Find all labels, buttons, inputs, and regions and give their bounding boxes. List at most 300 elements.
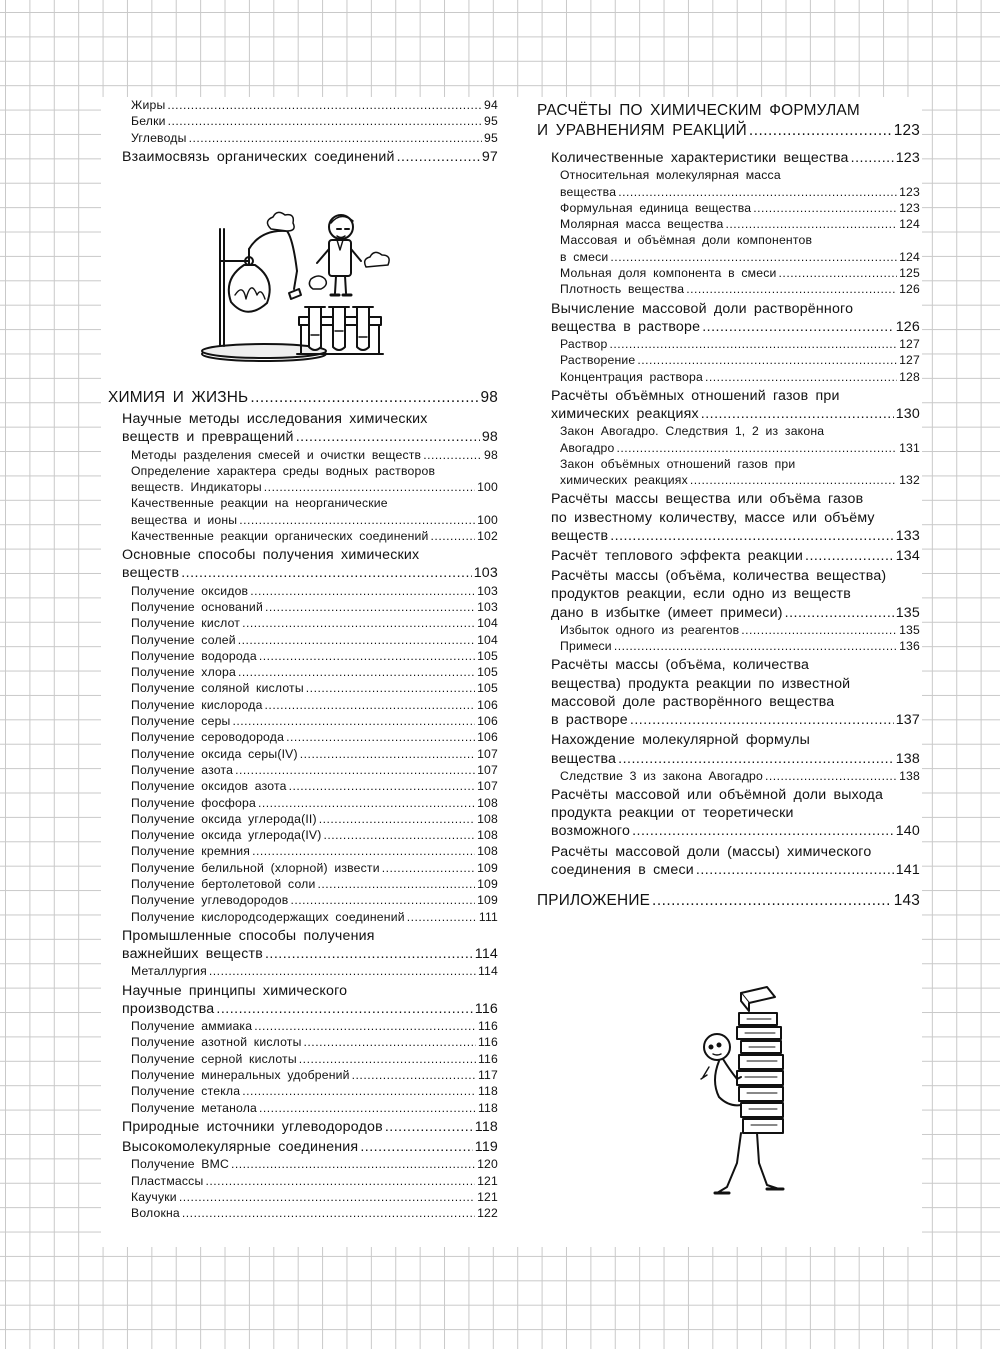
toc-page-number: 123 bbox=[893, 122, 920, 139]
dot-leader bbox=[637, 352, 897, 368]
toc-entry-title: Получение метанола bbox=[131, 1100, 258, 1115]
toc-entry-title: Получение ВМС bbox=[131, 1157, 229, 1172]
toc-entry-title: Получение соляной кислоты bbox=[131, 681, 304, 696]
toc-entry[interactable] bbox=[108, 713, 498, 729]
toc-entry-title: вещества bbox=[560, 184, 617, 199]
toc-page-number: 124 bbox=[899, 249, 920, 264]
toc-page-number: 136 bbox=[899, 639, 920, 654]
toc-entry[interactable] bbox=[108, 1173, 498, 1189]
toc-entry[interactable] bbox=[108, 795, 498, 811]
toc-page-number: 138 bbox=[899, 768, 920, 783]
toc-entry[interactable] bbox=[108, 1100, 498, 1116]
dot-leader bbox=[300, 746, 475, 762]
toc-page-number: 106 bbox=[477, 697, 498, 712]
toc-page-number: 140 bbox=[895, 823, 920, 840]
dot-leader bbox=[753, 200, 897, 216]
toc-entry[interactable] bbox=[537, 843, 920, 879]
toc-page-number: 106 bbox=[477, 714, 498, 729]
toc-entry-title: Получение азота bbox=[131, 762, 234, 777]
dot-leader bbox=[741, 622, 897, 638]
dot-leader bbox=[259, 648, 475, 664]
dot-leader bbox=[785, 604, 894, 622]
toc-page-number: 98 bbox=[484, 447, 498, 462]
toc-entry-title: ПРИЛОЖЕНИЕ bbox=[537, 892, 651, 910]
dot-leader bbox=[242, 1083, 476, 1099]
toc-entry-title: соединения в смеси bbox=[551, 861, 694, 878]
toc-page-number: 137 bbox=[895, 712, 920, 729]
dot-leader bbox=[296, 428, 480, 446]
toc-entry-title: Получение водорода bbox=[131, 648, 257, 663]
toc-entry[interactable] bbox=[537, 265, 920, 281]
toc-entry-title: Получение фосфора bbox=[131, 795, 256, 810]
toc-right-column bbox=[537, 97, 920, 911]
dot-leader bbox=[779, 265, 898, 281]
toc-entry-title: Вычисление массовой доли растворённого bbox=[551, 300, 854, 317]
dot-leader bbox=[851, 149, 894, 167]
toc-page-number: 107 bbox=[477, 762, 498, 777]
dot-leader bbox=[286, 729, 475, 745]
toc-entry[interactable] bbox=[537, 768, 920, 784]
toc-entry-title: Примеси bbox=[560, 639, 612, 654]
toc-entry-title: химических реакциях bbox=[560, 473, 688, 488]
dot-leader bbox=[725, 216, 897, 232]
toc-entry[interactable] bbox=[108, 1156, 498, 1172]
toc-entry-title: веществ. Индикаторы bbox=[131, 480, 262, 495]
toc-entry[interactable] bbox=[108, 909, 498, 925]
toc-entry-title: Получение оксида серы(IV) bbox=[131, 746, 298, 761]
dot-leader bbox=[167, 97, 482, 113]
toc-entry-title: Получение минеральных удобрений bbox=[131, 1067, 350, 1082]
dot-leader bbox=[235, 762, 475, 778]
toc-entry-title: Получение белильной (хлорной) извести bbox=[131, 860, 380, 875]
dot-leader bbox=[264, 479, 475, 495]
toc-page-number: 114 bbox=[477, 964, 498, 979]
toc-page-number: 132 bbox=[899, 473, 920, 488]
toc-page-number: 95 bbox=[484, 130, 498, 145]
dot-leader bbox=[690, 472, 897, 488]
toc-entry[interactable] bbox=[537, 216, 920, 232]
toc-entry[interactable] bbox=[537, 149, 920, 167]
toc-entry-title: Плотность вещества bbox=[560, 282, 685, 297]
dot-leader bbox=[254, 1018, 476, 1034]
toc-entry-title: Получение углеводородов bbox=[131, 893, 289, 908]
dot-leader bbox=[630, 711, 894, 729]
dot-leader bbox=[306, 680, 475, 696]
toc-entry[interactable] bbox=[108, 410, 498, 446]
toc-entry[interactable] bbox=[108, 1138, 498, 1156]
toc-entry[interactable] bbox=[537, 101, 920, 141]
dot-leader bbox=[238, 664, 475, 680]
toc-page-number: 116 bbox=[474, 1000, 498, 1017]
toc-entry-title: Получение серной кислоты bbox=[131, 1051, 297, 1066]
toc-entry-title: Жиры bbox=[131, 98, 166, 112]
toc-entry-title: Молярная масса вещества bbox=[560, 217, 724, 232]
toc-page-number: 100 bbox=[477, 512, 498, 527]
toc-entry[interactable] bbox=[537, 200, 920, 216]
toc-entry[interactable] bbox=[108, 746, 498, 762]
toc-entry[interactable] bbox=[108, 843, 498, 859]
toc-entry-title: Относительная молекулярная масса bbox=[560, 168, 781, 183]
toc-entry-title: Получение солей bbox=[131, 632, 236, 647]
dot-leader bbox=[385, 1118, 473, 1136]
toc-entry-title: Расчёты массы (объёма, количества вещества) bbox=[551, 568, 887, 585]
dot-leader bbox=[701, 405, 894, 423]
dot-leader bbox=[289, 778, 475, 794]
dot-leader bbox=[397, 148, 480, 166]
toc-entry[interactable] bbox=[537, 281, 920, 297]
toc-entry-title: важнейших веществ bbox=[122, 946, 263, 963]
toc-entry[interactable] bbox=[108, 963, 498, 979]
toc-entry[interactable] bbox=[108, 811, 498, 827]
toc-page-number: 105 bbox=[477, 665, 498, 680]
toc-entry-title: Получение азотной кислоты bbox=[131, 1035, 302, 1050]
dot-leader bbox=[749, 121, 892, 141]
toc-entry[interactable] bbox=[108, 680, 498, 696]
toc-page-number: 108 bbox=[477, 795, 498, 810]
toc-entry[interactable] bbox=[108, 1083, 498, 1099]
toc-entry-title: Мольная доля компонента в смеси bbox=[560, 265, 777, 280]
toc-entry-title: Количественные характеристики вещества bbox=[551, 150, 849, 166]
dot-leader bbox=[181, 564, 472, 582]
toc-page-number: 123 bbox=[899, 200, 920, 215]
toc-page-number: 118 bbox=[474, 1118, 498, 1135]
toc-entry[interactable] bbox=[537, 232, 920, 265]
toc-entry-title: вещества) продукта реакции по известной bbox=[551, 675, 851, 692]
toc-entry-title: Получение оснований bbox=[131, 599, 263, 614]
contents-page bbox=[101, 97, 922, 1247]
toc-entry[interactable] bbox=[108, 860, 498, 876]
toc-entry[interactable] bbox=[108, 697, 498, 713]
toc-entry-title: Получение бертолетовой соли bbox=[131, 877, 316, 892]
toc-entry-title: Нахождение молекулярной формулы bbox=[551, 732, 810, 749]
toc-entry[interactable] bbox=[108, 447, 498, 463]
toc-entry[interactable] bbox=[108, 1051, 498, 1067]
dot-leader bbox=[652, 891, 892, 911]
toc-entry[interactable] bbox=[537, 731, 920, 767]
dot-leader bbox=[352, 1067, 476, 1083]
toc-page-number: 107 bbox=[477, 746, 498, 761]
toc-page-number: 127 bbox=[899, 336, 920, 351]
toc-page-number: 105 bbox=[477, 681, 498, 696]
toc-entry[interactable] bbox=[108, 148, 498, 166]
toc-entry[interactable] bbox=[537, 622, 920, 638]
toc-entry-title: веществ bbox=[122, 565, 180, 582]
toc-page-number: 109 bbox=[477, 877, 498, 892]
dot-leader bbox=[407, 909, 477, 925]
toc-page-number: 98 bbox=[480, 389, 498, 407]
toc-entry[interactable] bbox=[108, 876, 498, 892]
toc-page-number: 116 bbox=[477, 1051, 498, 1066]
toc-entry-title: вещества bbox=[551, 750, 617, 767]
toc-page-number: 134 bbox=[895, 548, 920, 565]
toc-page-number: 95 bbox=[484, 114, 498, 129]
dot-leader bbox=[238, 632, 475, 648]
toc-page-number: 103 bbox=[477, 599, 498, 614]
toc-entry[interactable] bbox=[108, 546, 498, 582]
toc-entry[interactable] bbox=[537, 423, 920, 456]
dot-leader bbox=[765, 768, 897, 784]
dot-leader bbox=[299, 1051, 476, 1067]
toc-entry[interactable] bbox=[108, 130, 498, 146]
dot-leader bbox=[382, 860, 475, 876]
toc-page-number: 131 bbox=[899, 440, 920, 455]
dot-leader bbox=[632, 822, 894, 840]
toc-entry-title: Получение оксидов азота bbox=[131, 779, 287, 794]
dot-leader bbox=[423, 447, 482, 463]
toc-entry-title: Научные принципы химического bbox=[122, 982, 348, 999]
toc-entry-title: Формульная единица вещества bbox=[560, 200, 752, 215]
dot-leader bbox=[317, 876, 475, 892]
toc-entry[interactable] bbox=[108, 1018, 498, 1034]
dot-leader bbox=[258, 795, 475, 811]
toc-entry-title: Определение характера среды водных растворов bbox=[131, 463, 436, 478]
toc-entry-title: возможного bbox=[551, 823, 631, 840]
toc-page-number: 119 bbox=[474, 1139, 498, 1156]
toc-entry[interactable] bbox=[108, 599, 498, 615]
dot-leader bbox=[205, 1173, 475, 1189]
toc-page-number: 108 bbox=[477, 811, 498, 826]
toc-entry[interactable] bbox=[108, 1205, 498, 1221]
toc-page-number: 127 bbox=[899, 353, 920, 368]
toc-entry-title: Природные источники углеводородов bbox=[122, 1118, 383, 1135]
dot-leader bbox=[242, 615, 475, 631]
toc-page-number: 108 bbox=[477, 844, 498, 859]
toc-entry-title: Получение сероводорода bbox=[131, 730, 285, 745]
toc-entry[interactable] bbox=[108, 528, 498, 544]
toc-entry-title: Закон Авогадро. Следствия 1, 2 из закона bbox=[560, 424, 825, 439]
toc-entry-title: Следствие 3 из закона Авогадро bbox=[560, 768, 763, 783]
toc-entry-title: Получение кислот bbox=[131, 616, 241, 631]
toc-entry[interactable] bbox=[108, 1067, 498, 1083]
toc-entry[interactable] bbox=[108, 729, 498, 745]
chemist-illustration bbox=[201, 209, 417, 367]
dot-leader bbox=[189, 130, 482, 146]
dot-leader bbox=[250, 388, 478, 408]
toc-entry[interactable] bbox=[108, 762, 498, 778]
dot-leader bbox=[250, 583, 475, 599]
dot-leader bbox=[696, 861, 894, 879]
toc-entry-title: Концентрация раствора bbox=[560, 369, 703, 384]
toc-entry[interactable] bbox=[537, 167, 920, 200]
toc-page-number: 117 bbox=[477, 1067, 498, 1082]
toc-entry[interactable] bbox=[108, 648, 498, 664]
toc-page-number: 105 bbox=[477, 648, 498, 663]
toc-page-number: 109 bbox=[477, 893, 498, 908]
toc-entry-title: Получение стекла bbox=[131, 1084, 241, 1099]
toc-entry[interactable] bbox=[108, 113, 498, 129]
toc-entry-title: Расчёты массы (объёма, количества bbox=[551, 657, 810, 674]
toc-page-number: 143 bbox=[893, 892, 920, 910]
dot-leader bbox=[209, 963, 476, 979]
toc-entry-title: Получение оксидов bbox=[131, 583, 249, 598]
toc-page-number: 100 bbox=[477, 480, 498, 495]
toc-page-number: 122 bbox=[477, 1206, 498, 1221]
toc-entry[interactable] bbox=[537, 567, 920, 622]
toc-page-number: 111 bbox=[478, 909, 498, 924]
toc-entry[interactable] bbox=[537, 656, 920, 729]
dot-leader bbox=[265, 697, 476, 713]
toc-entry-title: массовой доле растворённого вещества bbox=[551, 693, 835, 710]
toc-page-number: 126 bbox=[899, 282, 920, 297]
toc-entry[interactable] bbox=[108, 1118, 498, 1136]
toc-page-number: 123 bbox=[895, 150, 920, 166]
toc-entry[interactable] bbox=[537, 369, 920, 385]
dot-leader bbox=[304, 1034, 476, 1050]
toc-entry-title: Высокомолекулярные соединения bbox=[122, 1139, 359, 1156]
toc-page-number: 116 bbox=[477, 1019, 498, 1034]
toc-entry[interactable] bbox=[537, 547, 920, 565]
dot-leader bbox=[609, 336, 897, 352]
toc-entry-title: в смеси bbox=[560, 249, 609, 264]
dot-leader bbox=[179, 1189, 475, 1205]
dot-leader bbox=[259, 1100, 476, 1116]
dot-leader bbox=[324, 827, 476, 843]
toc-entry-title: Получение серы bbox=[131, 714, 231, 729]
toc-page-number: 135 bbox=[895, 604, 920, 621]
toc-page-number: 108 bbox=[477, 828, 498, 843]
dot-leader bbox=[618, 184, 897, 200]
toc-entry[interactable] bbox=[108, 1034, 498, 1050]
toc-page-number: 106 bbox=[477, 730, 498, 745]
toc-entry-title: Промышленные способы получения bbox=[122, 927, 375, 944]
toc-entry[interactable] bbox=[108, 97, 498, 113]
toc-entry-title: Металлургия bbox=[131, 964, 207, 979]
toc-page-number: 118 bbox=[477, 1100, 498, 1115]
toc-entry-title: Качественные реакции органических соединений bbox=[131, 528, 429, 543]
toc-page-number: 114 bbox=[474, 946, 498, 963]
toc-entry-title: производства bbox=[122, 1000, 215, 1017]
toc-entry-title: Белки bbox=[131, 114, 166, 129]
toc-entry-title: вещества и ионы bbox=[131, 512, 238, 527]
dot-leader bbox=[686, 281, 897, 297]
toc-entry-title: Получение аммиака bbox=[131, 1019, 253, 1034]
toc-page-number: 133 bbox=[895, 527, 920, 544]
toc-entry-title: вещества в растворе bbox=[551, 318, 701, 335]
toc-entry[interactable] bbox=[537, 387, 920, 423]
toc-entry-title: Получение кислорода bbox=[131, 697, 263, 712]
toc-page-number: 121 bbox=[477, 1189, 498, 1204]
toc-page-number: 120 bbox=[477, 1157, 498, 1172]
toc-page-number: 107 bbox=[477, 779, 498, 794]
toc-entry-title: в растворе bbox=[551, 712, 628, 729]
toc-entry[interactable] bbox=[537, 456, 920, 489]
toc-entry[interactable] bbox=[537, 638, 920, 654]
dot-leader bbox=[319, 811, 475, 827]
toc-entry[interactable] bbox=[108, 664, 498, 680]
toc-entry-title: И УРАВНЕНИЯМ РЕАКЦИЙ bbox=[537, 122, 747, 139]
toc-entry-title: Расчёты массы вещества или объёма газов bbox=[551, 491, 864, 508]
toc-entry[interactable] bbox=[537, 300, 920, 336]
toc-entry[interactable] bbox=[537, 786, 920, 841]
books-illustration bbox=[697, 983, 809, 1205]
toc-page-number: 126 bbox=[895, 318, 920, 335]
dot-leader bbox=[252, 843, 475, 859]
toc-entry-title: Растворение bbox=[560, 353, 636, 368]
toc-entry-title: Расчёты массовой доли (массы) химического bbox=[551, 843, 872, 860]
toc-entry[interactable] bbox=[108, 632, 498, 648]
toc-entry[interactable] bbox=[108, 388, 498, 408]
toc-entry-title: Основные способы получения химических bbox=[122, 547, 420, 564]
toc-entry-title: Получение хлора bbox=[131, 665, 236, 680]
dot-leader bbox=[168, 113, 482, 129]
toc-entry-title: Научные методы исследования химических bbox=[122, 411, 428, 428]
toc-page-number: 97 bbox=[481, 148, 498, 165]
toc-entry-title: Получение кремния bbox=[131, 844, 251, 859]
toc-page-number: 104 bbox=[477, 632, 498, 647]
dot-leader bbox=[702, 318, 894, 336]
toc-entry-title: Каучуки bbox=[131, 1189, 177, 1204]
toc-entry-title: Получение оксида углерода(IV) bbox=[131, 828, 322, 843]
toc-page-number: 104 bbox=[477, 616, 498, 631]
dot-leader bbox=[614, 638, 897, 654]
toc-page-number: 130 bbox=[895, 406, 920, 423]
toc-entry-title: Закон объёмных отношений газов при bbox=[560, 456, 796, 471]
dot-leader bbox=[239, 512, 475, 528]
toc-entry[interactable] bbox=[537, 336, 920, 352]
toc-page-number: 103 bbox=[477, 583, 498, 598]
toc-entry-title: Получение кислородсодержащих соединений bbox=[131, 909, 405, 924]
toc-entry-title: РАСЧЁТЫ ПО ХИМИЧЕСКИМ ФОРМУЛАМ bbox=[537, 102, 860, 119]
toc-entry-title: химических реакциях bbox=[551, 406, 699, 423]
dot-leader bbox=[618, 750, 894, 768]
dot-leader bbox=[265, 599, 475, 615]
toc-entry[interactable] bbox=[108, 583, 498, 599]
dot-leader bbox=[805, 547, 894, 565]
dot-leader bbox=[616, 440, 897, 456]
toc-page-number: 102 bbox=[477, 528, 498, 543]
toc-entry[interactable] bbox=[537, 891, 920, 911]
toc-entry-title: Авогадро bbox=[560, 440, 615, 455]
dot-leader bbox=[610, 527, 894, 545]
toc-page-number: 98 bbox=[481, 429, 498, 446]
toc-page-number: 109 bbox=[477, 860, 498, 875]
dot-leader bbox=[233, 713, 476, 729]
toc-entry[interactable] bbox=[108, 495, 498, 528]
dot-leader bbox=[265, 945, 473, 963]
toc-page-number: 118 bbox=[477, 1084, 498, 1099]
toc-entry[interactable] bbox=[108, 1189, 498, 1205]
toc-entry-title: Взаимосвязь органических соединений bbox=[122, 148, 395, 165]
dot-leader bbox=[231, 1156, 475, 1172]
toc-entry-title: Методы разделения смесей и очистки веществ bbox=[131, 447, 422, 462]
toc-entry[interactable] bbox=[108, 927, 498, 963]
toc-entry-title: Углеводы bbox=[131, 130, 187, 145]
toc-entry-title: веществ и превращений bbox=[122, 429, 294, 446]
toc-page-number: 116 bbox=[477, 1035, 498, 1050]
dot-leader bbox=[216, 1000, 472, 1018]
toc-entry[interactable] bbox=[108, 827, 498, 843]
dot-leader bbox=[290, 892, 475, 908]
toc-entry-title: Качественные реакции на неорганические bbox=[131, 496, 388, 511]
toc-entry[interactable] bbox=[108, 615, 498, 631]
toc-entry[interactable] bbox=[537, 490, 920, 545]
toc-page-number: 135 bbox=[899, 622, 920, 637]
dot-leader bbox=[360, 1138, 472, 1156]
toc-entry-title: Раствор bbox=[560, 336, 608, 351]
toc-entry[interactable] bbox=[108, 778, 498, 794]
toc-page-number: 128 bbox=[899, 369, 920, 384]
toc-entry-title: продуктов реакции, если одно из веществ bbox=[551, 586, 851, 603]
toc-page-number: 125 bbox=[899, 265, 920, 280]
toc-entry-title: Массовая и объёмная доли компонентов bbox=[560, 233, 813, 248]
toc-entry-title: Волокна bbox=[131, 1206, 180, 1221]
toc-entry[interactable] bbox=[108, 892, 498, 908]
toc-entry[interactable] bbox=[537, 352, 920, 368]
toc-entry[interactable] bbox=[108, 463, 498, 496]
toc-entry[interactable] bbox=[108, 982, 498, 1018]
toc-entry-title: продукта реакции от теоретически bbox=[551, 805, 794, 822]
toc-entry-title: Расчёт теплового эффекта реакции bbox=[551, 548, 804, 565]
